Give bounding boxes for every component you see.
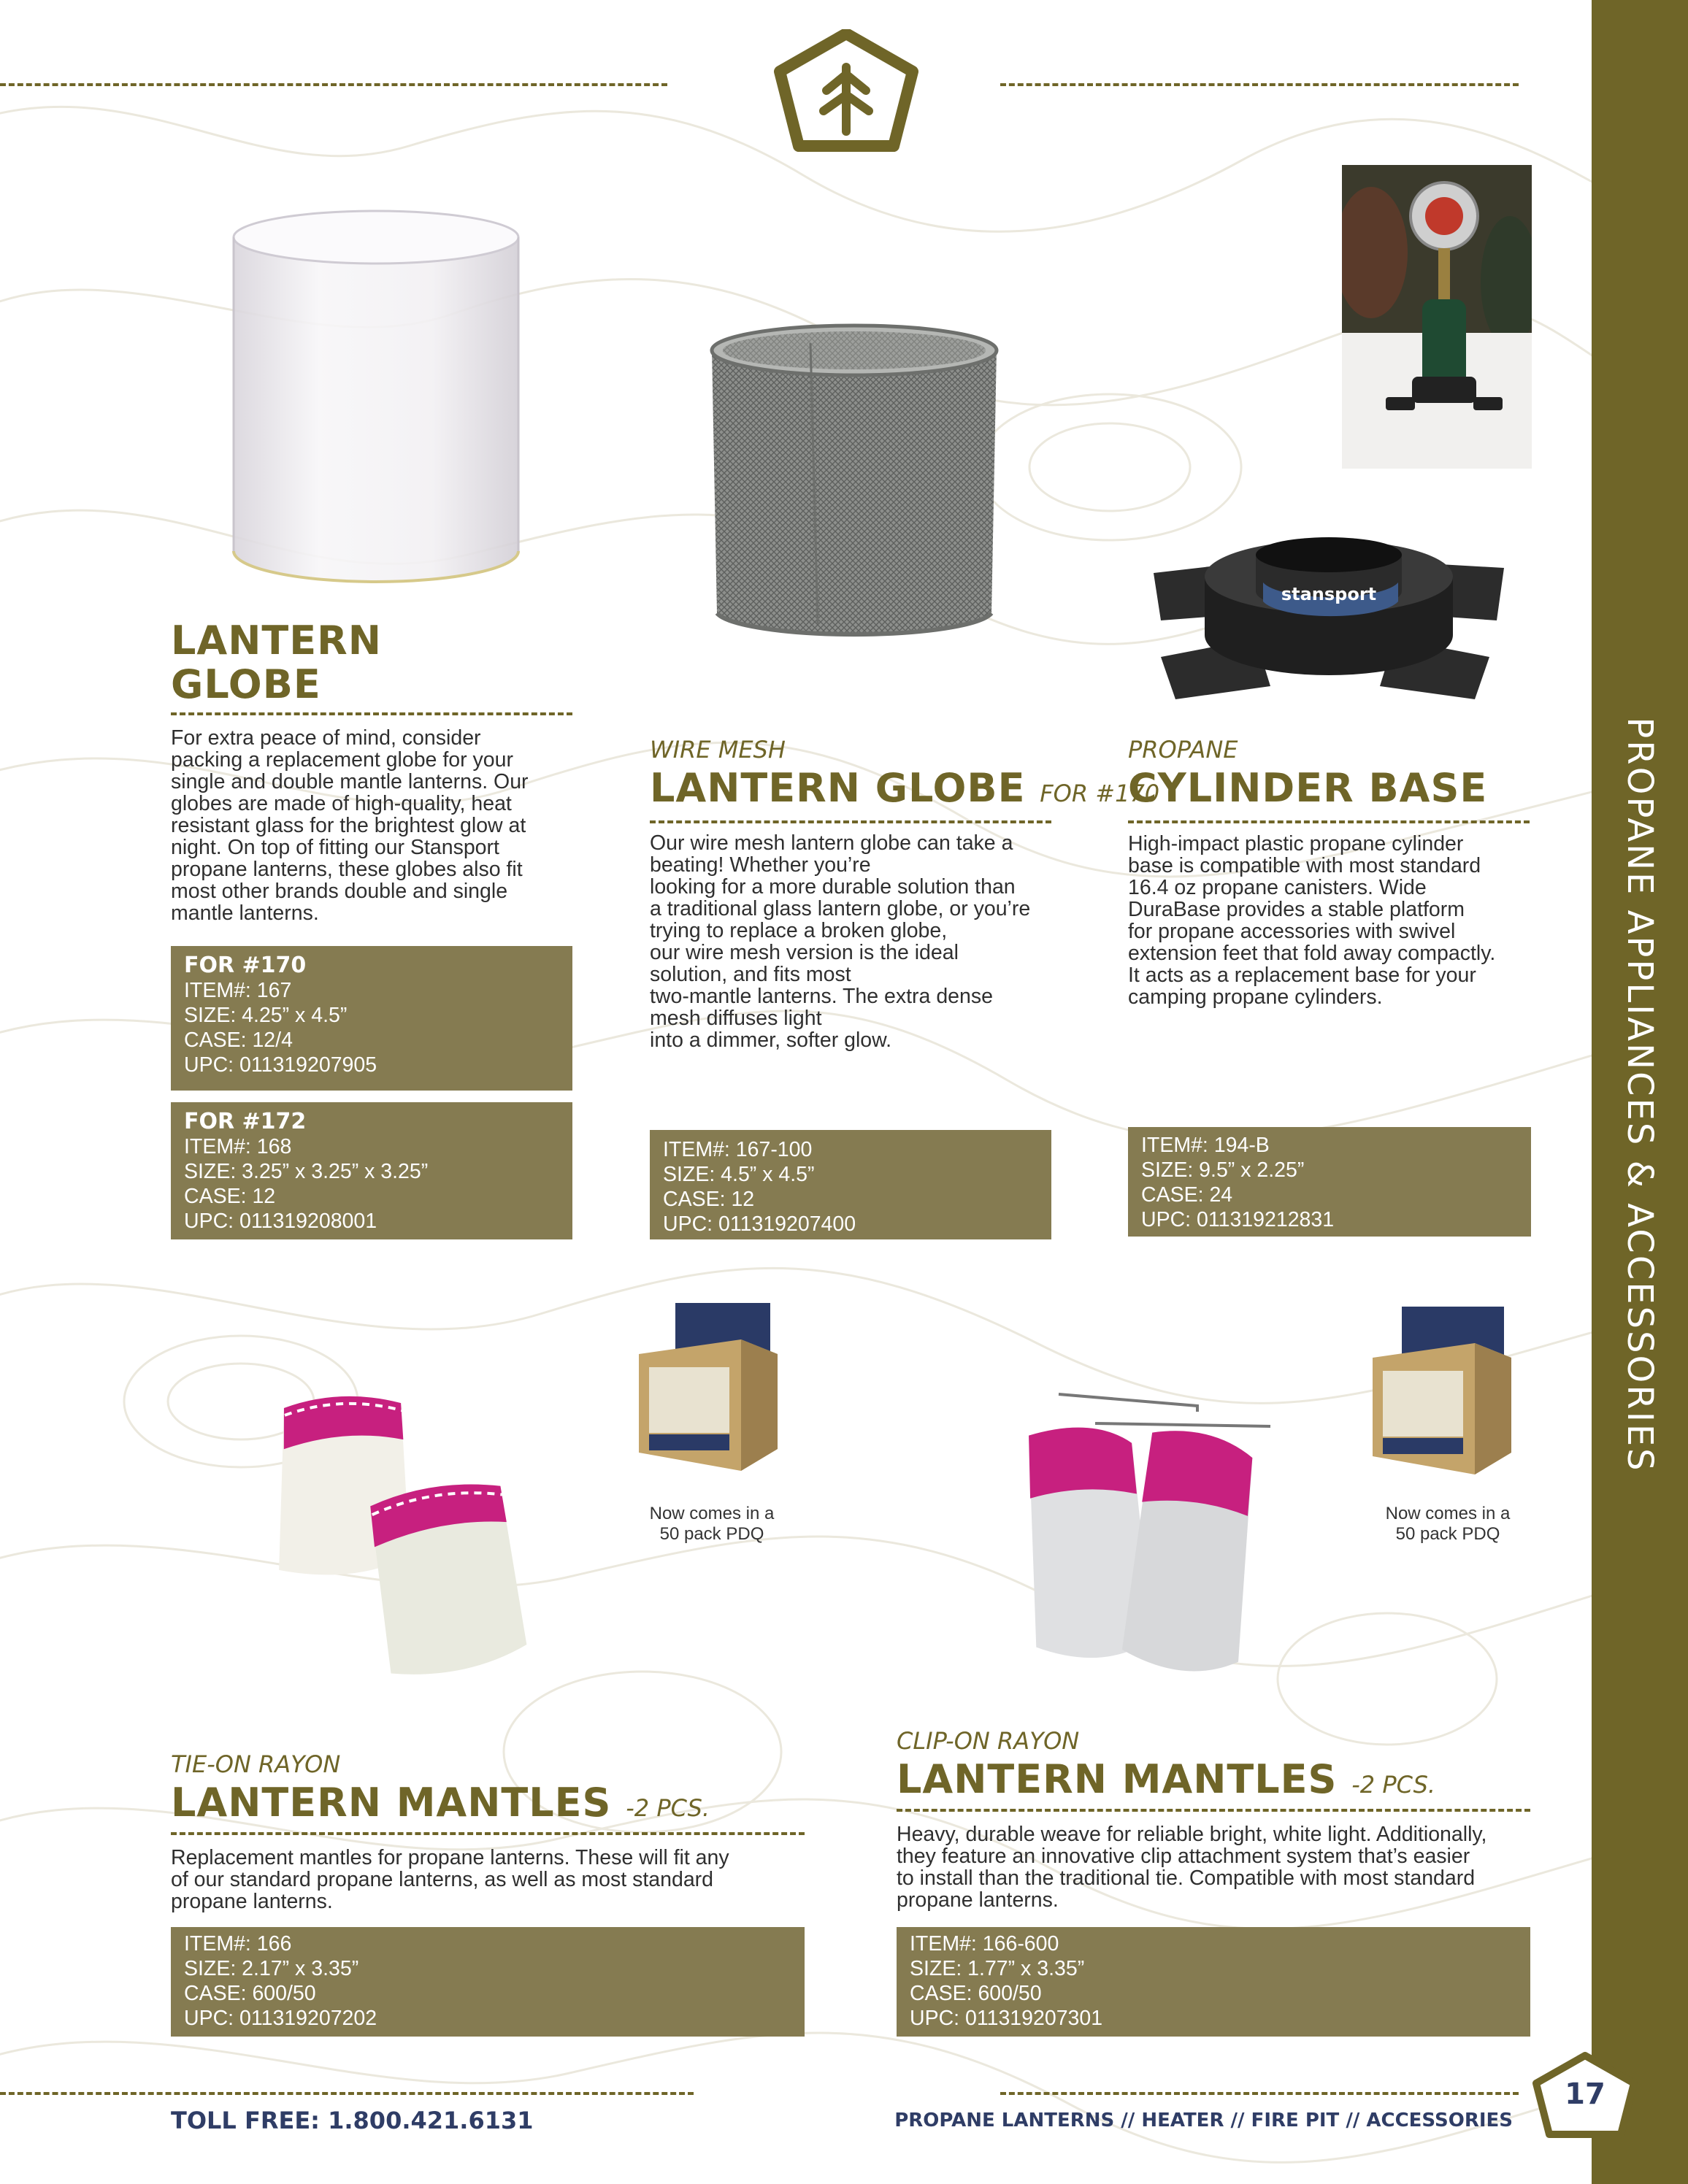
tie-on-divider <box>171 1832 805 1835</box>
spec-size: SIZE: 2.17” x 3.35” <box>184 1957 359 1980</box>
spec-item: ITEM#: 166-600 <box>910 1932 1059 1956</box>
base-description: High-impact plastic propane cylinder base is compatible with most standard 16.4 oz propane canisters. Wide DuraBase provides a stable platform for propane accessories with swivel extension feet that fold away compactly. It acts as a replacement base for your camping propane cylinders. <box>1128 832 1496 1009</box>
tie-on-kicker: TIE-ON RAYON <box>171 1750 341 1778</box>
footer-categories: PROPANE LANTERNS // HEATER // FIRE PIT // ACCESSORIES <box>894 2110 1513 2131</box>
spec-upc: UPC: 011319212831 <box>1141 1208 1335 1231</box>
mesh-title-text: LANTERN GLOBE <box>650 765 1026 811</box>
tie-on-description: Replacement mantles for propane lanterns. These will fit any of our standard propane lanterns, as well as most standard propane lanterns. <box>171 1846 729 1913</box>
tie-on-mantles-image <box>241 1380 591 1686</box>
spec-size: SIZE: 3.25” x 3.25” x 3.25” <box>184 1160 429 1183</box>
footer-divider-right <box>1000 2092 1519 2095</box>
mesh-title-suffix: FOR #170 <box>1040 780 1160 807</box>
base-brand-label: stansport <box>1281 584 1377 604</box>
mesh-description: Our wire mesh lantern globe can take a beating! Whether you’re looking for a more durable solution than a traditional glass lantern globe, or you’re trying to replace a broken globe, our wire mesh version is the ideal solution, and fits most two-mantle lanterns. The extra dense mesh diffuses light into a dimmer, softer glow. <box>650 831 1031 1052</box>
header-divider-right <box>1000 83 1519 86</box>
clip-on-divider <box>897 1809 1530 1812</box>
globe-spec-172 <box>171 1102 572 1239</box>
spec-size: SIZE: 4.25” x 4.5” <box>184 1004 348 1027</box>
spec-case: CASE: 600/50 <box>910 1982 1042 2005</box>
spec-heading: FOR #172 <box>184 1109 307 1134</box>
spec-upc: UPC: 011319207202 <box>184 2007 377 2030</box>
spec-item: ITEM#: 194-B <box>1141 1134 1270 1157</box>
globe-spec-170 <box>171 946 572 1091</box>
brand-logo-icon <box>770 29 923 161</box>
clip-on-description: Heavy, durable weave for reliable bright, white light. Additionally, they feature an innovative clip attachment system that’s easier to install than the traditional tie. Compatible with most standard propane lanterns. <box>897 1823 1487 1912</box>
toll-free-number: TOLL FREE: 1.800.421.6131 <box>171 2107 534 2134</box>
clip-on-kicker: CLIP-ON RAYON <box>897 1727 1080 1755</box>
base-kicker: PROPANE <box>1128 736 1238 764</box>
base-spec <box>1128 1127 1531 1237</box>
base-title: CYLINDER BASE <box>1128 765 1488 811</box>
spec-case: CASE: 12 <box>663 1188 755 1211</box>
heater-in-use-photo <box>1342 165 1532 469</box>
tie-on-pack-image <box>632 1303 792 1478</box>
spec-case: CASE: 12 <box>184 1185 276 1208</box>
mesh-kicker: WIRE MESH <box>650 736 786 764</box>
spec-heading: FOR #170 <box>184 953 307 978</box>
footer-divider-left <box>0 2092 694 2095</box>
clip-on-spec <box>897 1927 1530 2037</box>
tie-on-spec <box>171 1927 805 2037</box>
spec-size: SIZE: 1.77” x 3.35” <box>910 1957 1085 1980</box>
spec-case: CASE: 12/4 <box>184 1028 293 1052</box>
wire-mesh-globe-image <box>701 321 1008 642</box>
base-divider <box>1128 820 1530 823</box>
globe-title <box>171 619 382 707</box>
globe-title-line2: GLOBE <box>171 661 321 707</box>
tie-on-title-suffix: -2 PCS. <box>626 1794 710 1822</box>
globe-description: For extra peace of mind, consider packing a replacement globe for your single and double mantle lanterns. Our globes are made of high-quality, heat resistant glass for the brightest glow at night. On top of fitting our Stansport propane lanterns, these globes also fit most other brands double and single mantle lanterns. <box>171 726 529 925</box>
clip-on-title <box>897 1758 1435 1807</box>
clip-on-title-text: LANTERN MANTLES <box>897 1756 1338 1802</box>
cylinder-base-image <box>1146 511 1511 708</box>
header-divider-left <box>0 83 667 86</box>
glass-globe-image <box>219 208 533 588</box>
mesh-title <box>650 766 1159 815</box>
clip-on-mantles-image <box>978 1380 1314 1701</box>
spec-upc: UPC: 011319207400 <box>663 1212 856 1236</box>
mesh-spec <box>650 1130 1051 1239</box>
globe-divider <box>171 712 572 715</box>
mesh-divider <box>650 820 1051 823</box>
spec-upc: UPC: 011319207301 <box>910 2007 1103 2030</box>
spec-item: ITEM#: 166 <box>184 1932 292 1956</box>
spec-case: CASE: 24 <box>1141 1183 1233 1207</box>
tie-on-pack-caption: Now comes in a 50 pack PDQ <box>649 1504 775 1544</box>
spec-item: ITEM#: 167-100 <box>663 1138 813 1161</box>
spec-case: CASE: 600/50 <box>184 1982 316 2005</box>
spec-upc: UPC: 011319208001 <box>184 1210 377 1233</box>
spec-item: ITEM#: 167 <box>184 979 292 1002</box>
spec-item: ITEM#: 168 <box>184 1135 292 1158</box>
clip-on-pack-image <box>1365 1307 1526 1482</box>
tie-on-title <box>171 1781 710 1830</box>
section-title-vertical: PROPANE APPLIANCES & ACCESSORIES <box>1619 717 1660 1473</box>
spec-size: SIZE: 9.5” x 2.25” <box>1141 1158 1305 1182</box>
spec-upc: UPC: 011319207905 <box>184 1053 377 1077</box>
spec-size: SIZE: 4.5” x 4.5” <box>663 1163 815 1186</box>
clip-on-title-suffix: -2 PCS. <box>1351 1771 1436 1799</box>
page-number: 17 <box>1565 2077 1605 2111</box>
globe-title-line1: LANTERN <box>171 618 382 664</box>
tie-on-title-text: LANTERN MANTLES <box>171 1780 612 1826</box>
clip-on-pack-caption: Now comes in a 50 pack PDQ <box>1385 1504 1511 1544</box>
